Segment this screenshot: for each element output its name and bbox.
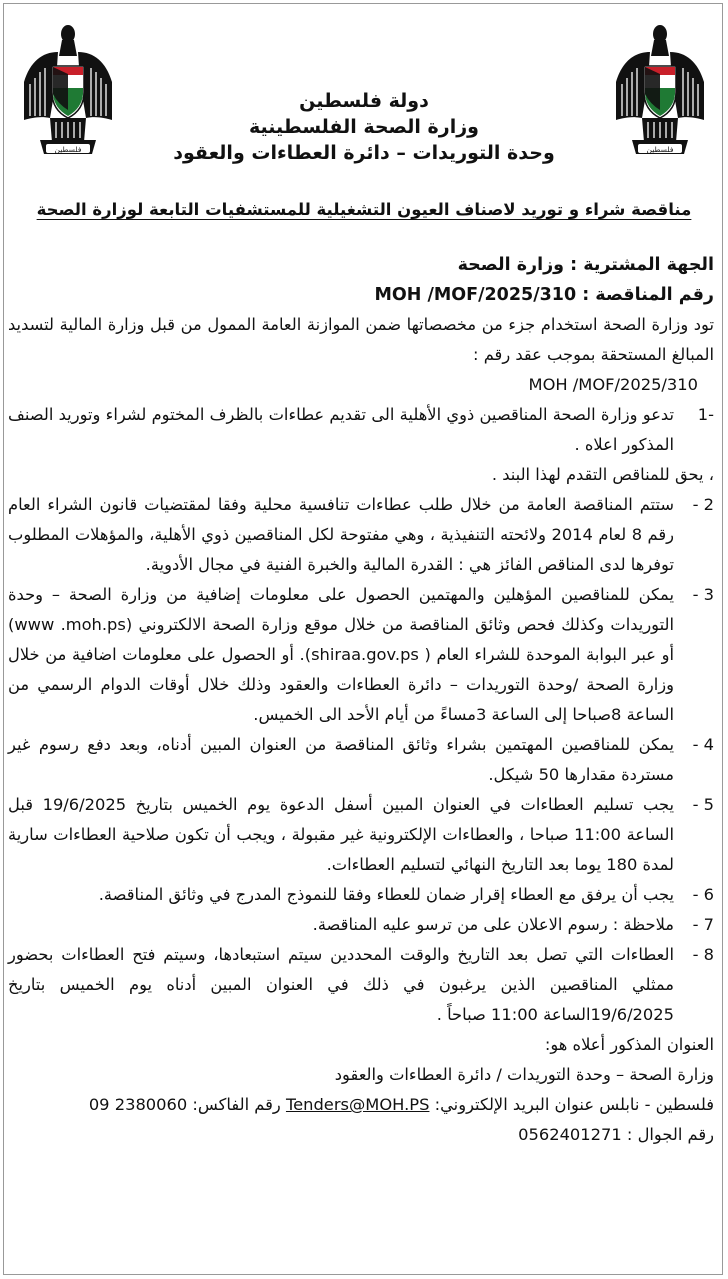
clause-3 <box>8 580 714 730</box>
fax-label: رقم الفاكس: <box>192 1095 281 1114</box>
clause-text: تدعو وزارة الصحة المناقصين ذوي الأهلية الى تقديم عطاءات بالظرف المختوم لشراء وتوريد الصنف المذكور اعلاه . <box>8 405 674 454</box>
unit-name: وحدة التوريدات – دائرة العطاءات والعقود <box>173 142 555 164</box>
clause-number: 5 - <box>692 795 714 814</box>
clause-number: 6 - <box>692 885 714 904</box>
contract-number: MOH /MOF/2025/310 <box>528 375 698 394</box>
clause-text: يمكن للمناقصين المهتمين بشراء وثائق المناقصة من العنوان المبين أدناه، وبعد دفع رسوم غير مستردة مقدارها 50 شيكل. <box>8 735 674 784</box>
tender-body <box>8 250 714 1150</box>
mobile-line <box>8 1120 714 1150</box>
contact-line <box>8 1090 714 1120</box>
tender-number-line <box>8 280 714 310</box>
clause-7 <box>8 910 714 940</box>
buyer-line: الجهة المشترية : وزارة الصحة <box>457 255 714 275</box>
clause-text: يجب تسليم العطاءات في العنوان المبين أسفل الدعوة يوم الخميس بتاريخ 19/6/2025 قبل الساعة 11:00 صباحا ، والعطاءات الإلكترونية غير مقبولة ، ويجب أن تكون صلاحية العطاءات سارية لمدة 180 يوما بعد التاريخ النهائي لتسليم العطاءات. <box>8 795 674 874</box>
clause-1 <box>8 400 714 460</box>
tender-number-value: MOH /MOF/2025/310 <box>374 285 577 305</box>
tender-title <box>20 200 708 219</box>
email-label: فلسطين - نابلس عنوان البريد الإلكتروني: <box>434 1095 714 1114</box>
clause-number: 7 - <box>692 915 714 934</box>
letterhead <box>120 88 608 166</box>
clause-2 <box>8 490 714 580</box>
address-heading: العنوان المذكور أعلاه هو: <box>544 1035 714 1054</box>
palestine-eagle-emblem-right <box>614 22 706 160</box>
clause-1-note: ، يحق للمناقص التقدم لهذا البند . <box>491 465 714 484</box>
clause-text: ملاحظة : رسوم الاعلان على من ترسو عليه المناقصة. <box>312 915 674 934</box>
emblem-caption-right: فلسطين <box>646 145 674 154</box>
clause-number: 4 - <box>692 735 714 754</box>
address-line: وزارة الصحة – وحدة التوريدات / دائرة العطاءات والعقود <box>334 1065 714 1084</box>
clause-number: 8 - <box>692 945 714 964</box>
mobile-number: 0562401271 <box>518 1125 622 1144</box>
clause-text: ستتم المناقصة العامة من خلال طلب عطاءات تنافسية محلية وفقا لمقتضيات قانون الشراء العام رقم 8 لعام 2014 ولائحته التنفيذية ، وهي مفتوحة لكل المناقصين ذوي الأهلية، والمؤهلات المطلوب توفرها لدى المناقص الفائز هي : القدرة المالية والخبرة الفنية في مجال الأدوية. <box>8 495 674 574</box>
clause-4 <box>8 730 714 790</box>
ministry-name: وزارة الصحة الفلسطينية <box>249 116 479 138</box>
mobile-label: رقم الجوال : <box>626 1125 714 1144</box>
clause-number: 3 - <box>692 585 714 604</box>
fax-number: 09 2380060 <box>88 1095 188 1114</box>
clause-number: -1 <box>697 405 714 424</box>
state-name: دولة فلسطين <box>299 90 429 112</box>
clause-number: 2 - <box>692 495 714 514</box>
email-link[interactable]: Tenders@MOH.PS <box>285 1095 430 1114</box>
palestine-eagle-emblem-left <box>22 22 114 160</box>
clause-6 <box>8 880 714 910</box>
emblem-caption-left: فلسطين <box>54 145 82 154</box>
tender-number-label: رقم المناقصة : <box>582 285 714 305</box>
clause-8 <box>8 940 714 1030</box>
clause-text: يجب أن يرفق مع العطاء إقرار ضمان للعطاء وفقا للنموذج المدرج في وثائق المناقصة. <box>98 885 674 904</box>
clause-text: يمكن للمناقصين المؤهلين والمهتمين الحصول على معلومات إضافية من وزارة الصحة – وحدة التوريدات وكذلك فحص وثائق المناقصة من خلال موقع وزارة الصحة الالكتروني (www .moh.ps) أو عبر البوابة الموحدة للشراء العام ( shiraa.gov.ps). أو الحصول على معلومات اضافية من خلال وزارة الصحة /وحدة التوريدات – دائرة العطاءات والعقود وذلك خلال أوقات الدوام الرسمي من الساعة 8صباحا إلى الساعة 3مساءً من أيام الأحد الى الخميس. <box>8 585 674 724</box>
clause-text: العطاءات التي تصل بعد التاريخ والوقت المحددين سيتم استبعادها، وسيتم فتح العطاءات بحضور ممثلي المناقصين الذين يرغبون في ذلك في العنوان المبين أدناه يوم الخميس بتاريخ 19/6/2025الساعة 11:00 صباحاً . <box>8 945 674 1024</box>
tender-title-text: مناقصة شراء و توريد لاصناف العيون التشغيلية للمستشفيات التابعة لوزارة الصحة <box>36 200 692 219</box>
clause-5 <box>8 790 714 880</box>
intro-paragraph: تود وزارة الصحة استخدام جزء من مخصصاتها ضمن الموازنة العامة الممول من قبل وزارة المالية لتسديد المبالغ المستحقة بموجب عقد رقم : <box>8 315 714 364</box>
